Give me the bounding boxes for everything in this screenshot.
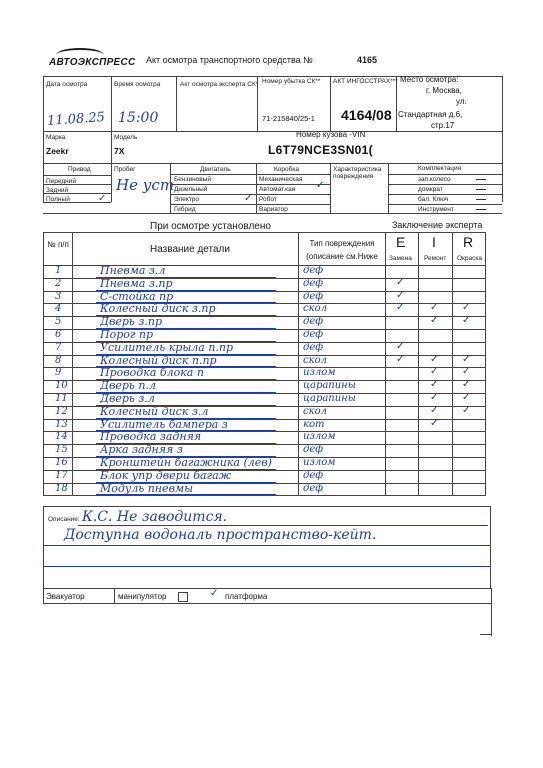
col-no-header: № п/п [47, 240, 69, 249]
row-i-check: ✓ [430, 405, 439, 416]
row-number: 5 [55, 316, 62, 327]
col-r-header: R [463, 234, 474, 250]
row-damage-type: излом [303, 431, 336, 442]
row-underline [96, 494, 276, 495]
row-number: 14 [55, 431, 68, 442]
col-e-sub: Замена [389, 255, 412, 262]
row-i-check: ✓ [430, 366, 439, 377]
row-r-check: ✓ [462, 366, 471, 377]
row-number: 3 [55, 291, 62, 302]
gearbox-item-2: Автомат.кая [259, 186, 296, 193]
row-damage-type: излом [303, 457, 336, 468]
row-number: 16 [55, 457, 68, 468]
row-number: 12 [55, 406, 68, 417]
engine-item-2: Дизельный [174, 186, 208, 193]
row-damage-type: деф [303, 329, 324, 340]
model-label: Модель [114, 134, 138, 141]
gearbox-label: Коробка [274, 166, 299, 173]
notes-line-2: Доступна водональ пространство-кейт. [64, 527, 377, 543]
engine-check: ✓ [244, 193, 253, 204]
logo: АВТОЭКСПРЕСС [49, 57, 136, 68]
manipulator-check: ✓ [210, 588, 219, 599]
platform-label: платформа [225, 592, 268, 601]
mileage-value: Не уст [116, 176, 175, 194]
conclusion-title: Заключение эксперта [392, 220, 483, 230]
row-damage-type: деф [303, 342, 324, 353]
row-damage-type: скол [303, 303, 327, 314]
drive-item-1: Передний [46, 178, 77, 185]
row-damage-type: деф [303, 470, 324, 481]
row-r-check: ✓ [462, 379, 471, 390]
vin-label: Номер кузова -VIN [296, 130, 366, 139]
row-number: 10 [55, 380, 68, 391]
row-part-name: Усилитель бампера з [100, 418, 228, 431]
row-part-name: Усилитель крыла п.пр [100, 341, 234, 354]
row-part-name: Дверь з.пр [100, 315, 163, 328]
place-line-4: стр.17 [431, 121, 455, 130]
ingos-act-label: АКТ ИНГОССТРАХ*** [333, 78, 398, 85]
col-type-header: Тип повреждения (описание см.Ниже [306, 239, 378, 261]
row-divider [43, 495, 485, 496]
row-r-check: ✓ [462, 302, 471, 313]
engine-item-3: Электро [174, 196, 199, 203]
place-label: Место осмотра: [400, 75, 459, 84]
drive-item-2: Задний [46, 187, 69, 194]
gearbox-item-1: Механическая [259, 176, 303, 183]
row-damage-type: деф [303, 444, 324, 455]
row-damage-type: излом [303, 367, 336, 378]
row-part-name: Проводка задняя [100, 430, 202, 443]
row-damage-type: деф [303, 483, 324, 494]
kit-item-1: зап.колесо [418, 176, 451, 183]
row-number: 6 [55, 329, 62, 340]
document-title-text: Акт осмотра транспортного средства № [146, 55, 313, 65]
row-e-check: ✓ [396, 354, 405, 365]
col-e-header: E [396, 234, 406, 250]
kit-item-2: домкрат [418, 186, 443, 193]
gearbox-item-4: Вариатор [259, 206, 288, 213]
time-label: Время осмотра [114, 81, 161, 88]
engine-item-1: Бензиновый [174, 176, 212, 183]
row-i-check: ✓ [430, 354, 439, 365]
row-part-name: Пневма з.пр [100, 277, 173, 290]
row-e-check: ✓ [396, 290, 405, 301]
row-part-name: Проводка блока п [100, 366, 204, 379]
row-damage-type: деф [303, 291, 324, 302]
col-i-sub: Ремонт [424, 255, 447, 262]
mileage-label: Пробег [114, 166, 136, 173]
row-number: 1 [55, 265, 62, 276]
notes-label: Описание: [48, 516, 80, 523]
date-label: Дата осмотра [46, 81, 88, 88]
row-i-check: ✓ [430, 418, 439, 429]
document-title [146, 55, 313, 65]
ingos-act-value: 4164/08 [341, 107, 392, 123]
engine-item-4: Гибрид [174, 206, 196, 213]
gearbox-check: ✓ [316, 180, 325, 191]
row-part-name: С-стойка пр [100, 290, 174, 303]
row-r-check: ✓ [462, 354, 471, 365]
gearbox-item-3: Робот [259, 196, 277, 203]
row-number: 13 [55, 419, 68, 430]
row-number: 18 [55, 483, 68, 494]
place-line-1: г. Москва, [426, 86, 462, 95]
make-label: Марка [46, 134, 66, 141]
expert-label: Акт осмотра эксперта СК* [180, 81, 259, 88]
row-part-name: Колесный диск з.пр [100, 302, 216, 315]
drive-item-3: Полный [46, 196, 70, 203]
damage-label: Характеристика повреждения [333, 166, 382, 180]
col-name-header: Название детали [150, 244, 230, 255]
row-number: 17 [55, 470, 68, 481]
manipulator-checkbox [178, 592, 188, 602]
vin-value: L6T79NCE3SN01( [268, 143, 373, 157]
notes-line-1: К.С. Не заводится. [82, 509, 228, 525]
kit-label: Комплектация [418, 165, 462, 172]
section-title: При осмотре установлено [150, 221, 271, 232]
row-number: 7 [55, 342, 62, 353]
place-line-2: ул. [456, 97, 467, 106]
col-r-sub: Окраска [457, 255, 482, 262]
loss-number-label: Номер убытка СК** [262, 78, 321, 85]
make-value: Zeekr [46, 146, 69, 156]
row-damage-type: царапины [303, 380, 356, 391]
row-part-name: Колесный диск з.л [100, 405, 209, 418]
drive-label: Привод [68, 166, 91, 173]
row-number: 11 [55, 393, 68, 404]
row-number: 9 [55, 367, 62, 378]
loss-number-value: 71-215840/25-1 [262, 114, 315, 123]
row-damage-type: деф [303, 278, 324, 289]
row-number: 15 [55, 444, 68, 455]
row-part-name: Блок упр двери багаж [100, 469, 232, 482]
time-value: 15:00 [118, 110, 159, 126]
manipulator-label: манипулятор [118, 592, 167, 601]
row-part-name: Модуль пневмы [100, 482, 194, 495]
row-e-check: ✓ [396, 277, 405, 288]
row-part-name: Кронштейн багажника (лев) [100, 456, 272, 469]
act-number: 4165 [357, 55, 378, 65]
row-damage-type: деф [303, 316, 324, 327]
engine-label: Двигатель [200, 166, 231, 173]
row-part-name: Арка задняя з [100, 443, 183, 456]
row-e-check: ✓ [396, 341, 405, 352]
kit-item-3: бал. Ключ [418, 196, 449, 203]
row-part-name: Пневма з.л [100, 264, 166, 277]
row-damage-type: скол [303, 355, 327, 366]
drive-check: ✓ [98, 193, 107, 204]
place-line-3: Стандартная д.6, [398, 110, 463, 119]
row-damage-type: деф [303, 265, 324, 276]
row-i-check: ✓ [430, 302, 439, 313]
row-number: 8 [55, 355, 62, 366]
row-damage-type: скол [303, 406, 327, 417]
row-i-check: ✓ [430, 392, 439, 403]
row-part-name: Порог пр [100, 328, 154, 341]
row-r-check: ✓ [462, 405, 471, 416]
row-i-check: ✓ [430, 315, 439, 326]
row-damage-type: царапины [303, 393, 356, 404]
row-e-check: ✓ [396, 302, 405, 313]
row-part-name: Дверь з.л [100, 392, 155, 405]
row-r-check: ✓ [462, 392, 471, 403]
row-part-name: Колесный диск п.пр [100, 354, 217, 367]
row-r-check: ✓ [462, 315, 471, 326]
footer-end-mark [480, 618, 492, 635]
row-i-check: ✓ [430, 379, 439, 390]
row-number: 4 [55, 303, 62, 314]
row-part-name: Дверь п.л [100, 379, 156, 392]
row-number: 2 [55, 278, 62, 289]
model-value: 7X [114, 146, 125, 156]
evacuator-label: Эвакуатор [46, 592, 85, 601]
row-damage-type: кот [303, 419, 325, 430]
kit-item-4: Инструмент [418, 206, 454, 213]
date-value: 11.08.25 [46, 109, 106, 130]
col-i-header: I [432, 234, 436, 250]
